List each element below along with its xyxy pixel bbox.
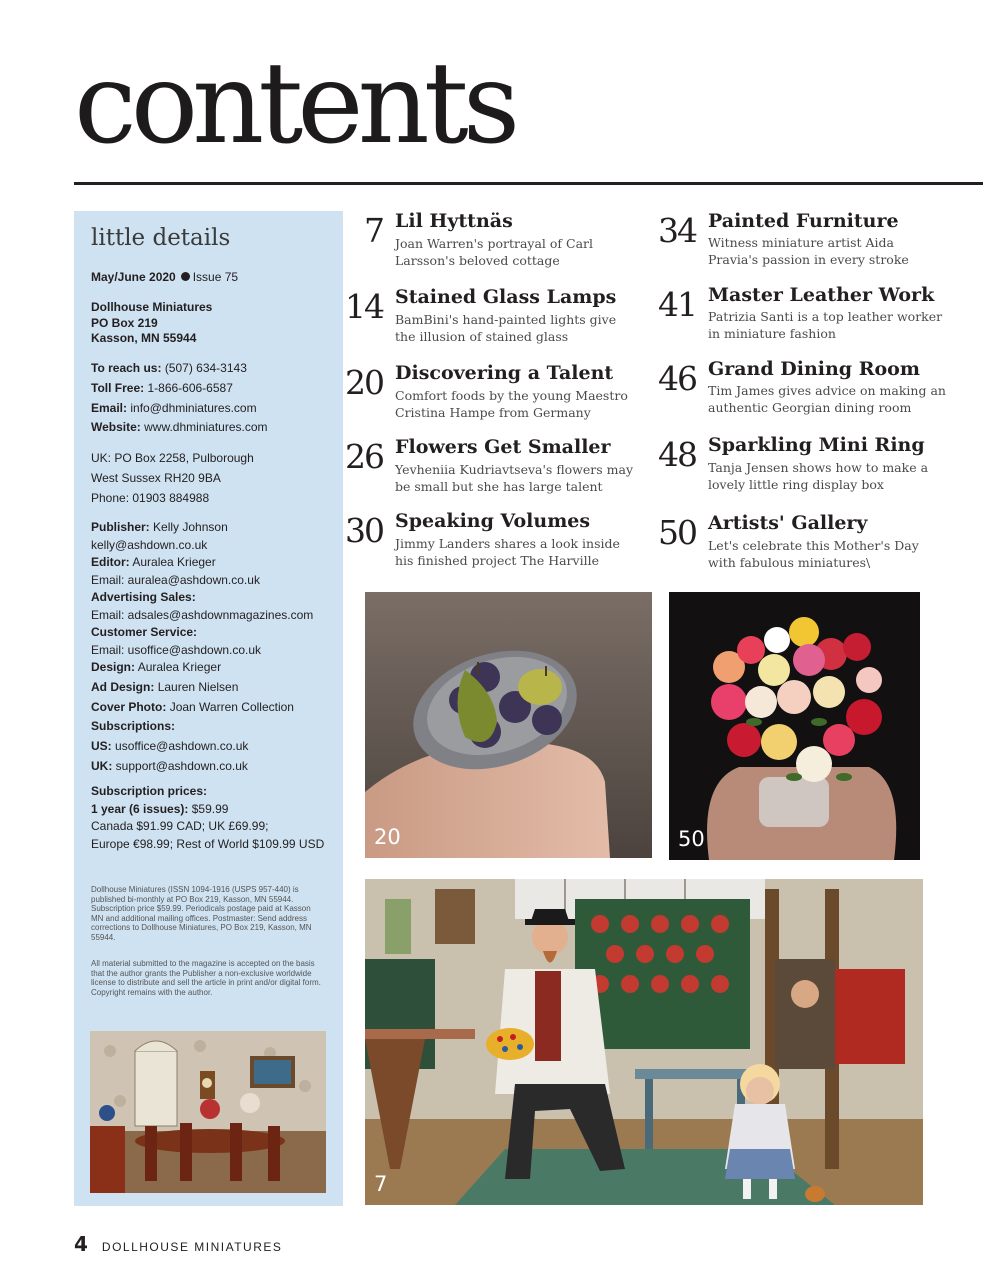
article-title: Discovering a Talent [395,362,614,384]
article-description: Joan Warren's portrayal of Carl Larsson's beloved cottage [395,236,594,268]
article-title: Master Leather Work [708,284,935,306]
article-page-number: 14 [345,287,383,326]
photo-page-caption: 7 [374,1172,388,1196]
website-link[interactable]: www.dhminiatures.com [144,420,268,435]
subs-us-line: US: usoffice@ashdown.co.uk [91,739,249,754]
editor-email[interactable]: Email: auralea@ashdown.co.uk [91,572,260,587]
article-title: Speaking Volumes [395,510,591,532]
reach-line: To reach us: (507) 634-3143 [91,361,247,375]
uk-address-line: West Sussex RH20 9BA [91,470,221,485]
uk-address-line: UK: PO Box 2258, Pulborough [91,451,254,465]
article-page-number: 46 [658,359,696,398]
uk-phone-line: Phone: 01903 884988 [91,490,210,505]
little-details-sidebar [74,211,343,1206]
article-page-number: 34 [658,211,696,250]
article-description: Witness miniature artist Aida Pravia's passion in every stroke [708,235,909,267]
contact-info [91,359,341,438]
article-description: Jimmy Landers shares a look inside his finished project The Harville [395,536,620,568]
sidebar-heading: little details [91,225,231,251]
ads-email[interactable]: Email: adsales@ashdownmagazines.com [91,607,314,622]
article-description: Tim James gives advice on making an authentic Georgian dining room [708,383,946,415]
tollfree-number[interactable]: 1-866-606-6587 [147,380,233,395]
article-description: Patrizia Santi is a top leather worker in miniature fashion [708,309,943,341]
design-line: Design: Auralea Krieger [91,660,222,674]
publication-notice: Dollhouse Miniatures (ISSN 1094-1916 (USPS 957-440) is published bi-monthly at PO Box 219, Kasson, MN 55944. Subscription price $59.99. Periodicals postage paid at Kasson MN and additional mailing offices. Postmaster: Send address corrections to Dollhouse Miniatures, PO Box 219, Kasson, MN 55944. [91,885,312,942]
dining-room-photo [90,1031,326,1193]
article-page-number: 7 [364,211,383,250]
issue-number: Issue 75 [192,270,239,284]
publisher-email[interactable]: kelly@ashdown.co.uk [91,537,208,552]
email-line: Email: info@dhminiatures.com [91,400,257,415]
mailing-address [91,300,341,347]
addesign-line: Ad Design: Lauren Nielsen [91,679,239,694]
article-description: Let's celebrate this Mother's Day with fabulous miniatures\ [708,538,919,570]
article-description: Comfort foods by the young Maestro Cristina Hampe from Germany [395,388,628,420]
article-page-number: 48 [658,435,696,474]
subscriptions-heading: Subscriptions: [91,719,176,734]
email-link[interactable]: info@dhminiatures.com [130,400,257,415]
prices-heading: Subscription prices: [91,784,208,798]
subscription-prices [91,783,341,853]
article-title: Grand Dining Room [708,358,920,380]
cs-heading: Customer Service: [91,625,198,639]
prices-year: 1 year (6 issues): $59.99 [91,801,229,816]
address-line: PO Box 219 [91,315,158,330]
more-credits [91,658,341,777]
prices-line: Europe €98.99; Rest of World $109.99 USD [91,836,325,851]
article-title: Flowers Get Smaller [395,436,611,458]
issue-line [91,270,238,284]
article-page-number: 41 [658,285,696,324]
article-description: BamBini's hand-painted lights give the illusion of stained glass [395,312,617,344]
title-divider [74,182,983,185]
fruit-bowl-photo[interactable] [365,592,652,858]
page-title: contents [74,39,515,169]
issue-date: May/June 2020 [91,270,176,284]
footer-magazine-name: DOLLHOUSE MINIATURES [101,1240,283,1254]
photo-page-caption: 20 [374,825,401,849]
photo-page-caption: 50 [678,827,705,851]
article-description: Tanja Jensen shows how to make a lovely little ring display box [708,460,929,492]
article-title: Artists' Gallery [708,512,868,534]
address-line: Dollhouse Miniatures [91,300,213,314]
article-page-number: 20 [345,363,383,402]
editor-line: Editor: Auralea Krieger [91,555,216,569]
bullet-icon [181,272,190,281]
article-title: Lil Hyttnäs [395,210,513,232]
prices-line: Canada $91.99 CAD; UK £69.99; [91,819,269,833]
tollfree-line: Toll Free: 1-866-606-6587 [91,380,233,395]
website-line: Website: www.dhminiatures.com [91,420,268,435]
subs-uk-line: UK: support@ashdown.co.uk [91,758,248,773]
ads-heading: Advertising Sales: [91,590,196,604]
article-title: Sparkling Mini Ring [708,434,925,456]
article-page-number: 50 [658,513,696,552]
article-description: Yevheniia Kudriavtseva's flowers may be small but she has large talent [395,462,634,494]
staff-credits [91,519,341,659]
article-title: Painted Furniture [708,210,899,232]
phone-number[interactable]: (507) 634-3143 [164,361,247,375]
subs-uk-email[interactable]: support@ashdown.co.uk [115,758,248,773]
subs-us-email[interactable]: usoffice@ashdown.co.uk [115,739,249,754]
publisher-line: Publisher: Kelly Johnson [91,520,228,534]
article-title: Stained Glass Lamps [395,286,617,308]
footer-page-number: 4 [74,1232,88,1256]
article-page-number: 30 [345,511,383,550]
cs-email[interactable]: Email: usoffice@ashdown.co.uk [91,642,262,657]
artist-studio-photo[interactable] [365,879,923,1205]
uk-address [91,449,341,508]
cover-photo-line: Cover Photo: Joan Warren Collection [91,699,294,714]
copyright-notice: All material submitted to the magazine is accepted on the basis that the author grants the Publisher a non-exclusive worldwide license to distribute and sell the article in print and/or digital form. Copyright remains with the author. [91,959,321,997]
page-footer [74,1232,282,1256]
address-line: Kasson, MN 55944 [91,331,197,345]
roses-bouquet-photo[interactable] [669,592,920,860]
article-page-number: 26 [345,437,383,476]
